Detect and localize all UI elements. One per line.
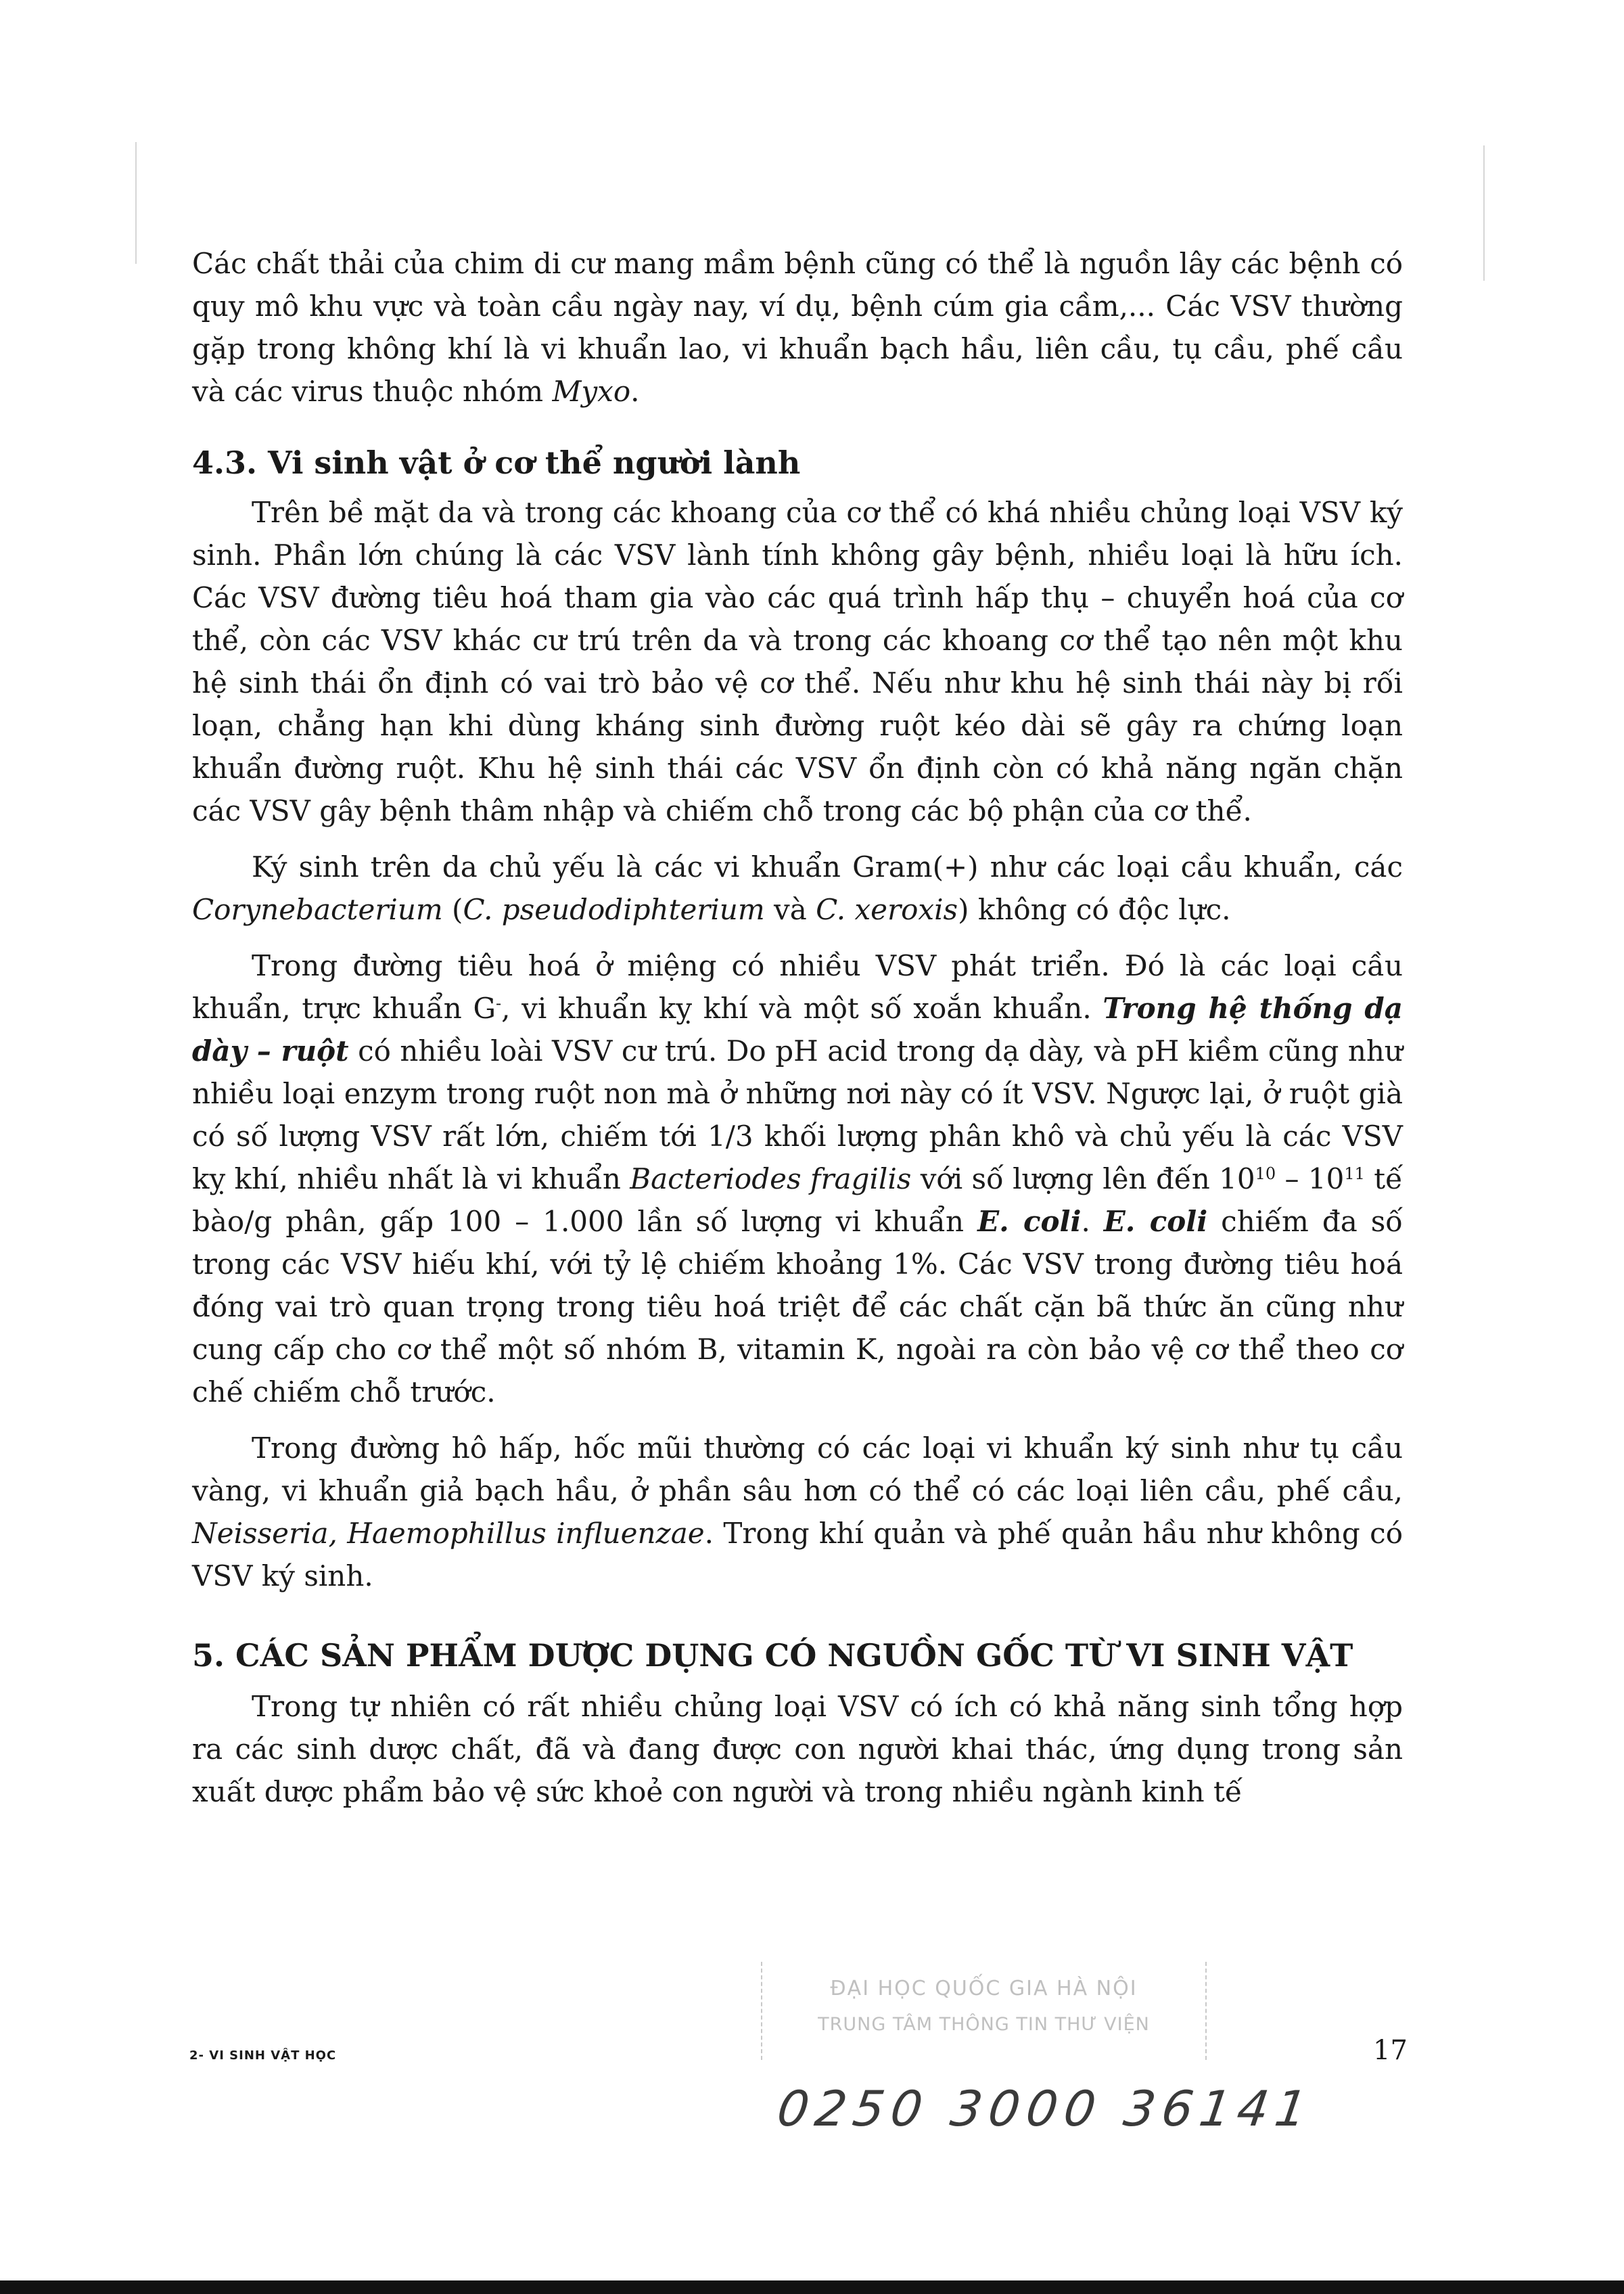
paragraph-digestive: Trong đường tiêu hoá ở miệng có nhiều VSV phát triển. Đó là các loại cầu khuẩn, trực khuẩn G-, vi khuẩn kỵ khí và một số xoắn khuẩn. Trong hệ thống dạ dày – ruột có nhiều loài VSV cư trú. Do pH acid trong dạ dày, và pH kiềm cũng như nhiều loại enzym trong ruột non mà ở những nơi này có ít VSV. Ngược lại, ở ruột già có số lượng VSV rất lớn, chiếm tới 1/3 khối lượng phân khô và chủ yếu là các VSV kỵ khí, nhiều nhất là vi khuẩn Bacteriodes fragilis với số lượng lên đến $10^{10} - 10^{11}$ tế bào/g phân, gấp 100 – 1.000 lần số lượng vi khuẩn E. coli. E. coli chiếm đa số trong các VSV hiếu khí, với tỷ lệ chiếm khoảng 1%. Các VSV trong đường tiêu hoá đóng vai trò quan trọng trong tiêu hoá triệt để các chất cặn bã thức ăn cũng như cung cấp cho cơ thể một số nhóm B, vitamin K, ngoài ra còn bảo vệ cơ thể theo cơ chế chiếm chỗ trước. [192, 949, 1403, 1408]
page-content [192, 242, 1403, 1813]
section-4-3-heading: 4.3. Vi sinh vật ở cơ thể người lành [192, 444, 801, 481]
page-number: 17 [1373, 2035, 1408, 2066]
scan-bottom-edge [0, 2280, 1624, 2294]
paragraph-healthy-body: Trên bề mặt da và trong các khoang của cơ thể có khá nhiều chủng loại VSV ký sinh. Phần lớn chúng là các VSV lành tính không gây bệnh, nhiều loại là hữu ích. Các VSV đường tiêu hoá tham gia vào các quá trình hấp thụ – chuyển hoá của cơ thể, còn các VSV khác cư trú trên da và trong các khoang cơ thể tạo nên một khu hệ sinh thái ổn định có vai trò bảo vệ cơ thể. Nếu như khu hệ sinh thái này bị rối loạn, chẳng hạn khi dùng kháng sinh đường ruột kéo dài sẽ gây ra chứng loạn khuẩn đường ruột. Khu hệ sinh thái các VSV ổn định còn có khả năng ngăn chặn các VSV gây bệnh thâm nhập và chiếm chỗ trong các bộ phận của cơ thể. [192, 496, 1403, 827]
paragraph-respiratory: Trong đường hô hấp, hốc mũi thường có các loại vi khuẩn ký sinh như tụ cầu vàng, vi khuẩn giả bạch hầu, ở phần sâu hơn có thể có các loại liên cầu, phế cầu, Neisseria, Haemophillus influenzae. Trong khí quản và phế quản hầu như không có VSV ký sinh. [192, 1431, 1403, 1592]
scan-margin-line-left [135, 142, 137, 264]
paragraph-skin: Ký sinh trên da chủ yếu là các vi khuẩn Gram(+) như các loại cầu khuẩn, các Corynebacterium (C. pseudodiphterium và C. xeroxis) không có độc lực. [192, 850, 1403, 926]
library-stamp [761, 1962, 1207, 2060]
scan-margin-line-right [1483, 145, 1485, 281]
paragraph-section-5: Trong tự nhiên có rất nhiều chủng loại VSV có ích có khả năng sinh tổng hợp ra các sinh dược chất, đã và đang được con người khai thác, ứng dụng trong sản xuất dược phẩm bảo vệ sức khoẻ con người và trong nhiều ngành kinh tế [192, 1690, 1403, 1808]
stamp-line-library: TRUNG TÂM THÔNG TIN THƯ VIỆN [818, 2014, 1150, 2035]
intro-paragraph: Các chất thải của chim di cư mang mầm bệnh cũng có thể là nguồn lây các bệnh có quy mô khu vực và toàn cầu ngày nay, ví dụ, bệnh cúm gia cầm,... Các VSV thường gặp trong không khí là vi khuẩn lao, vi khuẩn bạch hầu, liên cầu, tụ cầu, phế cầu và các virus thuộc nhóm Myxo. [192, 247, 1403, 408]
handwritten-accession-number: 0250 3000 36141 [774, 2080, 1318, 2137]
footer-book-label: 2- VI SINH VẬT HỌC [189, 2048, 337, 2063]
stamp-line-university: ĐẠI HỌC QUỐC GIA HÀ NỘI [830, 1977, 1138, 2000]
section-5-heading: 5. CÁC SẢN PHẨM DƯỢC DỤNG CÓ NGUỒN GỐC TỪ VI SINH VẬT [192, 1637, 1353, 1674]
